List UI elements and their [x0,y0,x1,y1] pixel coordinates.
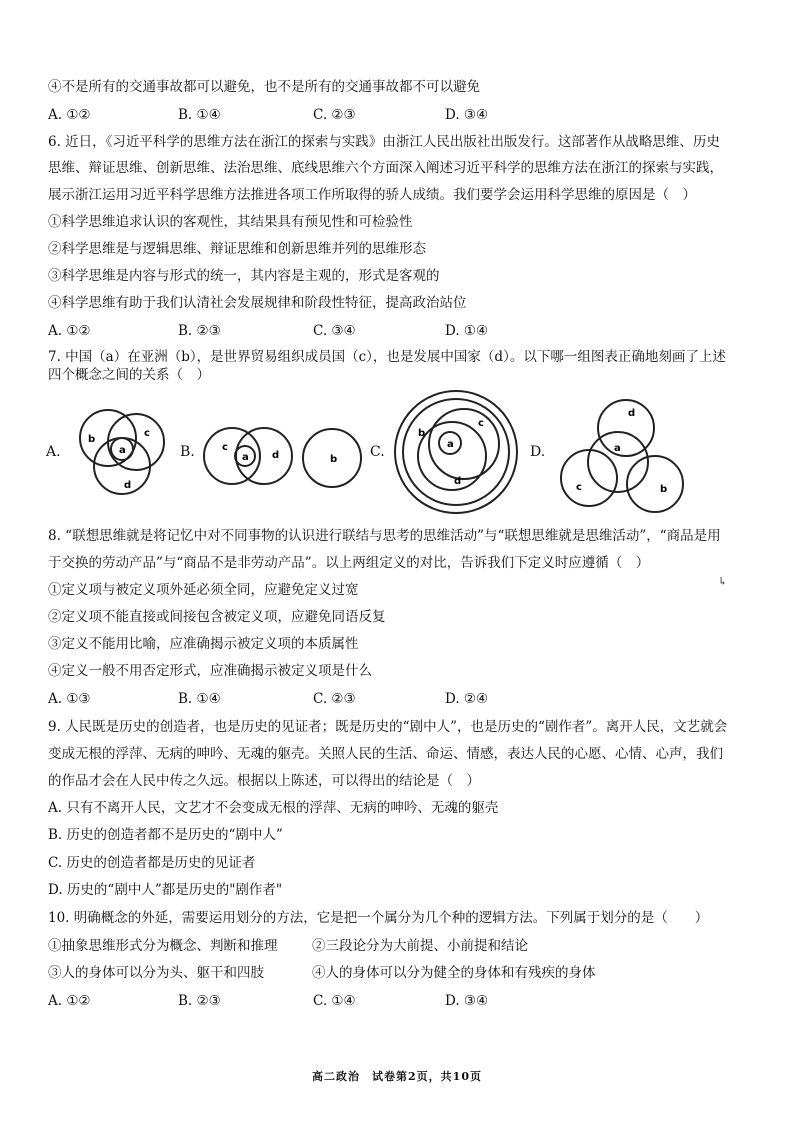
q7-diagram-d [556,396,688,518]
q8-item-3: ③定义不能用比喻，应准确揭示被定义项的本质属性 [48,636,359,652]
q10-option-a: A. ①② [48,993,91,1009]
q7-a-letter-b: b [88,434,96,445]
q10-item-1: ①抽象思维形式分为概念、判断和推理 [48,938,278,954]
q7-stem-line-2: 四个概念之间的关系（ ） [48,367,210,383]
q7-b-letter-b: b [330,454,338,465]
q6-option-c: C. ③④ [313,323,356,339]
q7-b-letter-c: c [222,442,228,453]
q7-stem-line-1: 7. 中国（a）在亚洲（b），是世界贸易组织成员国（c），也是发展中国家（d）。以下哪一组图表正确地刻画了上述 [48,349,726,365]
q6-item-1: ①科学思维追求认识的客观性，其结果具有预见性和可检验性 [48,214,413,230]
q9-choice-a: A. 只有不离开人民，文艺才不会变成无根的浮萍、无病的呻吟、无魂的躯壳 [48,800,499,816]
q7-a-letter-c: c [144,428,150,439]
q7-b-letter-a: a [242,452,249,463]
q7-d-circle-d [598,400,654,456]
q10-item-4: ④人的身体可以分为健全的身体和有残疾的身体 [312,965,596,981]
q6-item-2: ②科学思维是与逻辑思维、辩证思维和创新思维并列的思维形态 [48,241,426,257]
q7-d-circle-b [627,456,683,512]
q8-option-b: B. ①④ [178,691,221,707]
q7-diagram-b-label: B. [180,444,195,460]
q8-item-4: ④定义一般不用否定形式，应准确揭示被定义项是什么 [48,663,372,679]
q6-option-d: D. ①④ [445,323,489,339]
q8-item-1: ①定义项与被定义项外延必须全同，应避免定义过宽 [48,582,359,598]
q7-d-letter-d: d [628,408,636,419]
q5-option-c: C. ②③ [313,107,356,123]
q7-b-circle-c [204,428,260,484]
q10-stem: 10. 明确概念的外延，需要运用划分的方法，它是把一个属分为几个种的逻辑方法。下列属于划分的是（ ） [48,910,709,926]
q6-stem-line-1: 6. 近日，《习近平科学的思维方法在浙江的探索与实践》由浙江人民出版社出版发行。这部著作从战略思维、历史 [48,134,720,150]
q5-item-4: ④不是所有的交通事故都可以避免，也不是所有的交通事故都不可以避免 [48,79,480,95]
q10-item-3: ③人的身体可以分为头、躯干和四肢 [48,965,264,981]
q9-stem-line-2: 变成无根的浮萍、无病的呻吟、无魂的躯壳。关照人民的生活、命运、情感，表达人民的心愿、心情、心声，我们 [48,746,723,762]
q9-choice-d: D. 历史的“剧中人”都是历史的"剧作者" [48,882,283,898]
q7-c-letter-d: d [454,476,462,487]
q9-choice-b: B. 历史的创造者都不是历史的“剧中人” [48,827,283,843]
q7-d-letter-a: a [614,443,621,454]
q6-option-a: A. ①② [48,323,91,339]
q8-stem-line-2: 于交换的劳动产品”与“商品不是非劳动产品”。以上两组定义的对比，告诉我们下定义时应遵循（ ） [48,555,650,571]
q7-c-letter-a: a [447,439,454,450]
q5-option-d: D. ③④ [445,107,489,123]
q6-stem-line-2: 思维、辩证思维、创新思维、法治思维、底线思维六个方面深入阐述习近平科学的思维方法在浙江的探索与实践， [48,160,723,176]
q9-stem-line-3: 的作品才会在人民中传之久远。根据以上陈述，可以得出的结论是（ ） [48,773,480,789]
q6-option-b: B. ②③ [178,323,221,339]
q10-option-c: C. ①④ [313,993,356,1009]
q10-option-b: B. ②③ [178,993,221,1009]
q8-option-a: A. ①③ [48,691,91,707]
q7-diagram-a [66,400,176,510]
q7-diagram-a-label: A. [46,444,61,460]
q10-option-d: D. ③④ [445,993,489,1009]
q8-option-d: D. ②④ [445,691,489,707]
q6-item-3: ③科学思维是内容与形式的统一，其内容是主观的，形式是客观的 [48,268,440,284]
q10-item-2: ②三段论分为大前提、小前提和结论 [312,938,528,954]
q7-c-letter-b: b [418,428,426,439]
q7-diagram-d-label: D. [530,444,546,460]
scan-cursor-mark: ↳ [718,575,728,588]
page-footer: 高二政治 试卷第2页，共10页 [312,1070,482,1083]
q9-choice-c: C. 历史的创造者都是历史的见证者 [48,855,256,871]
q7-a-letter-d: d [124,480,132,491]
q7-d-letter-c: c [576,482,582,493]
q7-d-letter-b: b [660,484,668,495]
q6-item-4: ④科学思维有助于我们认清社会发展规律和阶段性特征，提高政治站位 [48,295,467,311]
q7-b-letter-d: d [272,450,280,461]
q8-item-2: ②定义项不能直接或间接包含被定义项，应避免同语反复 [48,609,386,625]
q6-stem-line-3: 展示浙江运用习近平科学思维方法推进各项工作所取得的骄人成绩。我们要学会运用科学思维的原因是（ ） [48,187,696,203]
q7-diagram-c [392,388,522,518]
q5-option-a: A. ①② [48,107,91,123]
q7-a-letter-a: a [119,445,126,456]
q9-stem-line-1: 9. 人民既是历史的创造者，也是历史的见证者；既是历史的“剧中人”，也是历史的“剧作者”。离开人民，文艺就会 [48,719,728,735]
q7-diagram-b [202,420,362,500]
q7-c-letter-c: c [478,418,484,429]
q8-stem-line-1: 8. “联想思维就是将记忆中对不同事物的认识进行联结与思考的思维活动”与“联想思维就是思维活动”，“商品是用 [48,528,721,544]
q5-option-b: B. ①④ [178,107,221,123]
q7-diagram-c-label: C. [370,444,385,460]
q8-option-c: C. ②③ [313,691,356,707]
